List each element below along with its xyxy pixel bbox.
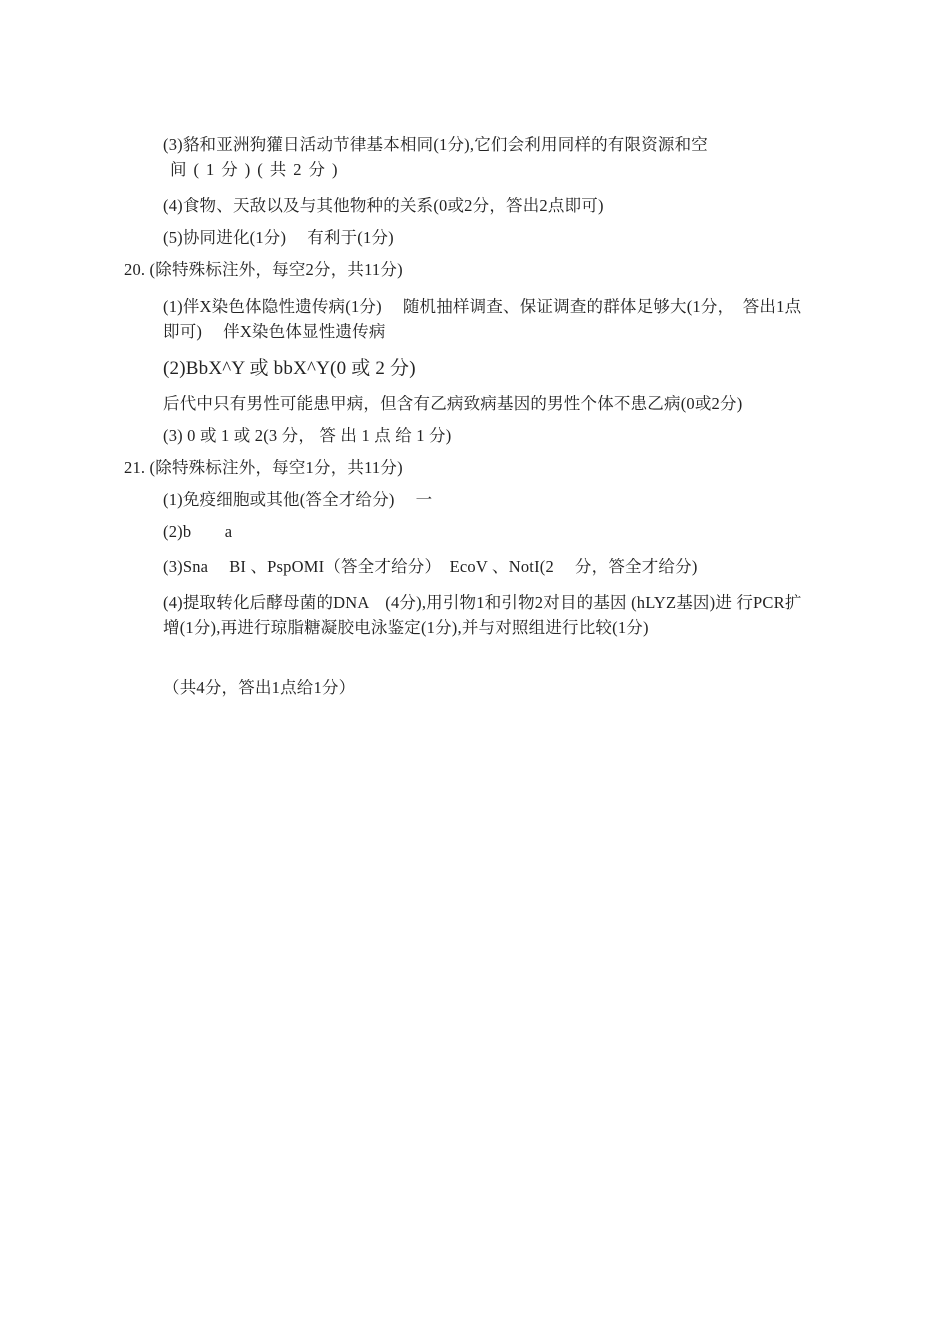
answer-19-4: (4)食物、天敌以及与其他物种的关系(0或2分，答出2点即可) (163, 196, 604, 215)
answer-19-3-line1: (3)貉和亚洲狗獾日活动节律基本相同(1分),它们会利用同样的有限资源和空 (163, 135, 709, 154)
answer-20-3: (3) 0 或 1 或 2(3 分， 答 出 1 点 给 1 分) (163, 426, 452, 445)
answer-21-3: (3)Sna BI 、PspOMI（答全才给分） EcoV 、NotI(2 分，答全才给分) (163, 557, 698, 576)
question-21-header: 21. (除特殊标注外，每空1分，共11分) (124, 458, 403, 477)
answer-20-2: (2)BbX^Y 或 bbX^Y(0 或 2 分) (163, 358, 416, 379)
answer-21-1: (1)免疫细胞或其他(答全才给分) 一 (163, 490, 433, 509)
answer-21-4-note: （共4分，答出1点给1分） (163, 678, 356, 697)
answer-19-3-line2: 间(1分)(共2分) (170, 160, 345, 179)
answer-21-2: (2)b a (163, 522, 233, 541)
question-20-header: 20. (除特殊标注外，每空2分，共11分) (124, 260, 403, 279)
answer-19-5: (5)协同进化(1分) 有利于(1分) (163, 228, 394, 247)
answer-21-4: (4)提取转化后酵母菌的DNA (4分),用引物1和引物2对目的基因 (hLYZ基因)进 行PCR扩增(1分),再进行琼脂糖凝胶电泳鉴定(1分),并与对照组进行比较(1分) (163, 593, 802, 637)
answer-20-2-explanation: 后代中只有男性可能患甲病，但含有乙病致病基因的男性个体不患乙病(0或2分) (163, 394, 743, 413)
answer-20-1: (1)伴X染色体隐性遗传病(1分) 随机抽样调查、保证调查的群体足够大(1分， 答出1点即可) 伴X染色体显性遗传病 (163, 297, 802, 341)
